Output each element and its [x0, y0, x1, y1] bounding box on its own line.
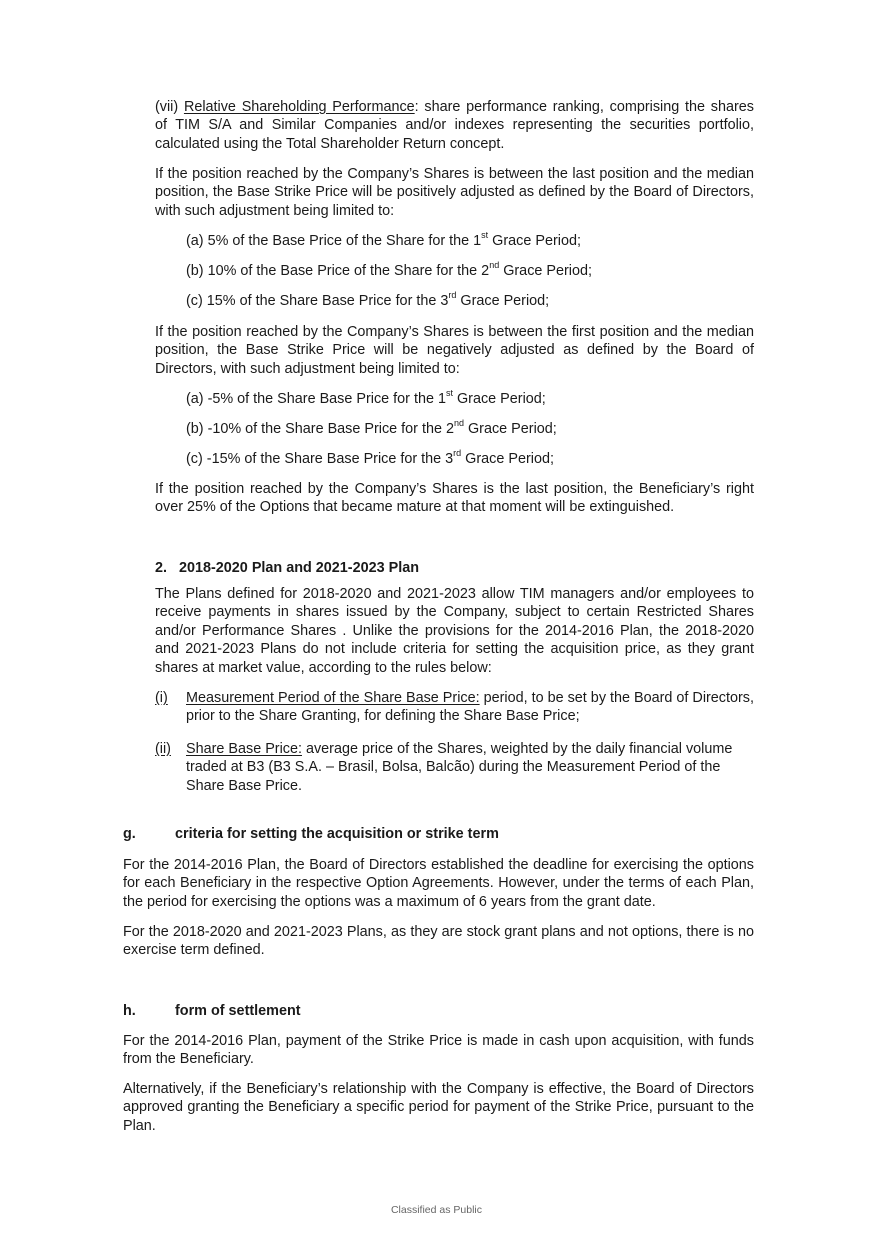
relative-shareholding-paragraph [155, 98, 754, 153]
first-median-paragraph: If the position reached by the Company’s Shares is between the first position and the median position, the Base Strike Price will be negatively adjusted as defined by the Board of Directors, with such adjustment being limited to: [155, 324, 754, 377]
negative-limit-a: (a) -5% of the Share Base Price for the 1st Grace Period; [186, 388, 546, 407]
negative-limit-c: (c) -15% of the Share Base Price for the 3rd Grace Period; [186, 448, 554, 467]
section-h-paragraph-1: For the 2014-2016 Plan, payment of the Strike Price is made in cash upon acquisition, with funds from the Beneficiary. [123, 1033, 754, 1068]
item-number: (ii) [155, 741, 171, 757]
item-prefix: (vii) [155, 99, 184, 115]
defined-term: Relative Shareholding Performance [183, 99, 415, 115]
section-g-title: criteria for setting the acquisition or strike term [175, 826, 499, 842]
item-text: Measurement Period of the Share Base Price: period, to be set by the Board of Directors, prior to the Share Granting, for defining the Share Base Price; [186, 690, 754, 725]
section-g-paragraph-1: For the 2014-2016 Plan, the Board of Directors established the deadline for exercising the options for each Beneficiary in the respective Option Agreements. However, under the terms of each Plan, the period for exercising the options was a maximum of 6 years from the grant date. [123, 857, 754, 910]
item-number: (i) [155, 690, 168, 706]
item-text: Share Base Price: average price of the Shares, weighted by the daily financial volume traded at B3 (B3 S.A. – Brasil, Bolsa, Balcão) during the Measurement Period of the Share Base Price. [186, 741, 733, 794]
positive-limit-a: (a) 5% of the Base Price of the Share for the 1st Grace Period; [186, 230, 581, 249]
section-g-paragraph-2: For the 2018-2020 and 2021-2023 Plans, as they are stock grant plans and not options, there is no exercise term defined. [123, 924, 754, 959]
last-position-paragraph: If the position reached by the Company’s Shares is the last position, the Beneficiary’s right over 25% of the Options that became mature at that moment will be extinguished. [155, 481, 754, 516]
positive-limit-c: (c) 15% of the Share Base Price for the 3rd Grace Period; [186, 290, 550, 309]
section-2-heading: 2. 2018-2020 Plan and 2021-2023 Plan [155, 560, 419, 576]
section-h-letter: h. [123, 1003, 136, 1019]
classification-footer: Classified as Public [390, 1204, 483, 1216]
section-g-letter: g. [123, 826, 136, 842]
section-h-title: form of settlement [175, 1003, 301, 1019]
positive-limit-b: (b) 10% of the Base Price of the Share for the 2nd Grace Period; [186, 260, 592, 279]
section-2-body: The Plans defined for 2018-2020 and 2021-2023 allow TIM managers and/or employees to receive payments in shares issued by the Company, subject to certain Restricted Shares and/or Performance Shares . Unlike the provisions for the 2014-2016 Plan, the 2018-2020 and 2021-2023 Plans do not include criteria for setting the acquisition price, as they grant shares at market value, according to the rules below: [155, 586, 754, 676]
section-h-paragraph-2: Alternatively, if the Beneficiary’s relationship with the Company is effective, the Board of Directors approved granting the Beneficiary a specific period for payment of the Strike Price, pursuant to the Plan. [123, 1081, 754, 1134]
definition-text: : share performance ranking, comprising the shares of TIM S/A and Similar Companies and/or indexes representing the securities portfolio, calculated using the Total Shareholder Return concept. [155, 99, 754, 152]
negative-limit-b: (b) -10% of the Share Base Price for the 2nd Grace Period; [186, 418, 557, 437]
last-median-paragraph: If the position reached by the Company’s Shares is between the last position and the median position, the Base Strike Price will be positively adjusted as defined by the Board of Directors, with such adjustment being limited to: [155, 166, 754, 219]
